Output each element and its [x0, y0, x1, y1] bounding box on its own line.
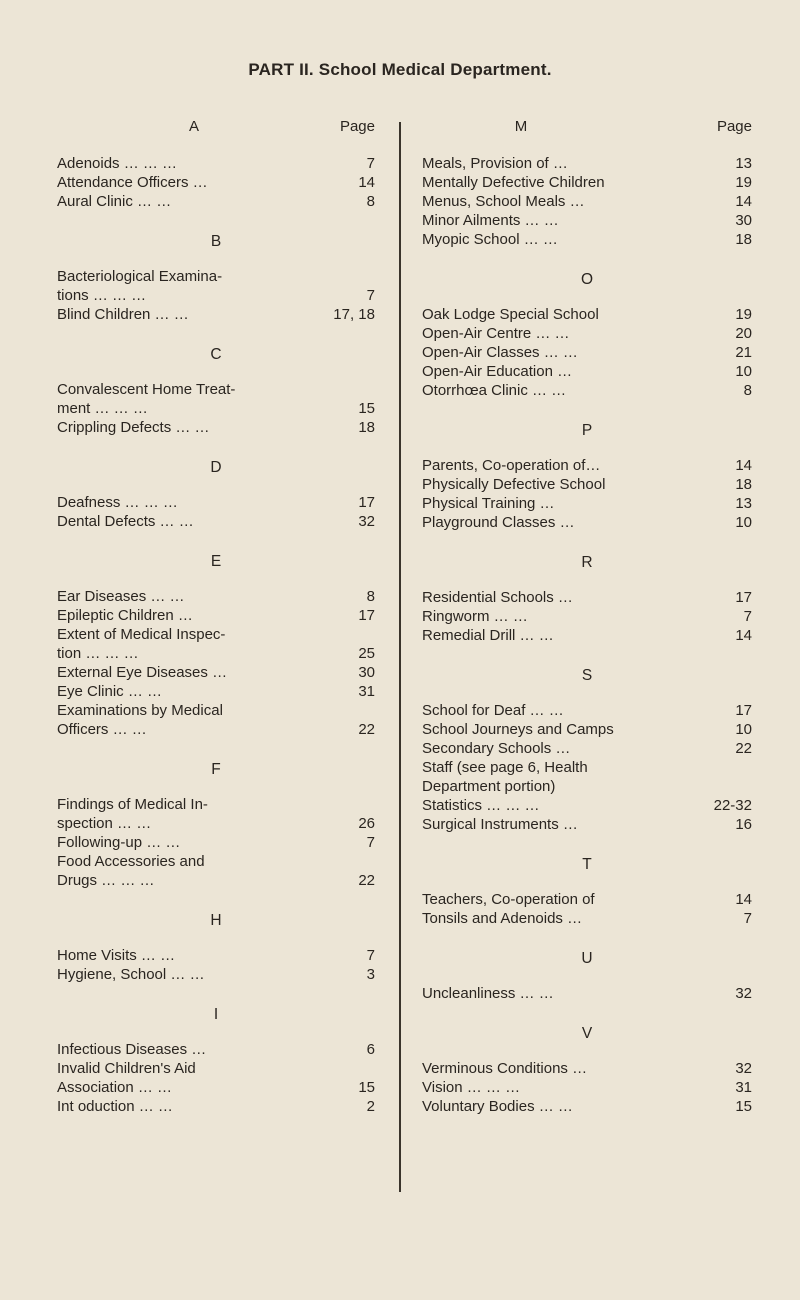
entry-term: Tonsils and Adenoids …: [422, 910, 583, 927]
entry-term: Bacteriological Examina- tions … … …: [57, 268, 223, 304]
index-entry: [422, 211, 752, 230]
entry-term: Verminous Conditions …: [422, 1060, 588, 1077]
index-entry: [57, 682, 375, 701]
entry-term: Physical Training …: [422, 495, 555, 512]
right-column: [422, 118, 752, 1116]
index-entry: [422, 739, 752, 758]
entry-term: School for Deaf … …: [422, 702, 564, 719]
index-entry: [422, 343, 752, 362]
index-entry: [422, 720, 752, 739]
index-entry: [57, 154, 375, 173]
entry-term: Infectious Diseases …: [57, 1041, 207, 1058]
entry-page: 30: [358, 664, 375, 681]
index-entry: [57, 587, 375, 606]
index-entry: [422, 362, 752, 381]
index-entry: [57, 965, 375, 984]
entry-term: External Eye Diseases …: [57, 664, 228, 681]
entry-page: 14: [358, 174, 375, 191]
index-group: [57, 346, 375, 437]
entry-page: 7: [366, 155, 375, 172]
entry-page: 15: [735, 1098, 752, 1115]
entry-term: Invalid Children's Aid Association … …: [57, 1060, 196, 1096]
entry-term: Otorrhœa Clinic … …: [422, 382, 567, 399]
entry-term: Parents, Co-operation of…: [422, 457, 601, 474]
index-group: [422, 856, 752, 928]
index-entry: [57, 1040, 375, 1059]
index-entry: [422, 324, 752, 343]
index-entry: [57, 267, 375, 305]
entry-page: 8: [366, 193, 375, 210]
index-entry: [57, 852, 375, 890]
entry-page: 13: [735, 155, 752, 172]
entry-term: Aural Clinic … …: [57, 193, 172, 210]
entry-page: 32: [735, 1060, 752, 1077]
entry-page: 14: [735, 627, 752, 644]
entry-page: 25: [358, 645, 375, 662]
entry-page: 14: [735, 891, 752, 908]
index-group: [57, 459, 375, 531]
entry-page: 18: [735, 476, 752, 493]
entry-page: 22: [735, 740, 752, 757]
section-letter: D: [210, 459, 222, 476]
index-entry: [57, 192, 375, 211]
entry-term: Hygiene, School … …: [57, 966, 205, 983]
entry-term: Surgical Instruments …: [422, 816, 578, 833]
index-group: [57, 154, 375, 211]
index-group: [422, 667, 752, 834]
entry-term: Statistics … … …: [422, 797, 540, 814]
entry-term: Attendance Officers …: [57, 174, 208, 191]
entry-page: 10: [735, 514, 752, 531]
index-group: [422, 422, 752, 532]
index-groups: [422, 154, 752, 1116]
entry-page: 32: [358, 513, 375, 530]
entry-term: Physically Defective School: [422, 476, 606, 493]
section-letter: V: [581, 1025, 593, 1042]
entry-term: Uncleanliness … …: [422, 985, 554, 1002]
index-entry: [422, 381, 752, 400]
entry-term: Adenoids … … …: [57, 155, 178, 172]
section-letter: R: [581, 554, 593, 571]
entry-page: 22: [358, 872, 375, 889]
entry-term: Open-Air Education …: [422, 363, 573, 380]
entry-term: Home Visits … …: [57, 947, 176, 964]
section-letter: P: [581, 422, 593, 439]
entry-term: Convalescent Home Treat- ment … … …: [57, 381, 236, 417]
left-column-header: [57, 118, 375, 142]
entry-page: 17, 18: [333, 306, 375, 323]
entry-page: 16: [735, 816, 752, 833]
index-entry: [422, 626, 752, 645]
entry-term: Ear Diseases … …: [57, 588, 185, 605]
entry-page: 20: [735, 325, 752, 342]
index-entry: [422, 494, 752, 513]
index-group: [57, 912, 375, 984]
index-entry: [57, 946, 375, 965]
index-entry: [422, 230, 752, 249]
index-entry: [422, 909, 752, 928]
index-entry: [57, 701, 375, 739]
entry-term: Open-Air Centre … …: [422, 325, 570, 342]
index-groups: [57, 154, 375, 1116]
entry-page: 19: [735, 174, 752, 191]
index-entry: [57, 418, 375, 437]
index-entry: [57, 625, 375, 663]
section-letter: I: [213, 1006, 219, 1023]
section-letter: F: [211, 761, 221, 778]
section-letter: C: [210, 346, 222, 363]
entry-term: School Journeys and Camps: [422, 721, 614, 738]
index-entry: [422, 588, 752, 607]
entry-term: Myopic School … …: [422, 231, 558, 248]
entry-term: Residential Schools …: [422, 589, 573, 606]
index-entry: [422, 984, 752, 1003]
entry-term: Minor Ailments … …: [422, 212, 559, 229]
entry-term: Playground Classes …: [422, 514, 575, 531]
index-entry: [422, 173, 752, 192]
section-letter: A: [188, 118, 199, 135]
index-group: [57, 233, 375, 324]
entry-term: Dental Defects … …: [57, 513, 194, 530]
index-entry: [57, 1097, 375, 1116]
index-entry: [422, 192, 752, 211]
section-letter: U: [581, 950, 593, 967]
index-entry: [422, 1078, 752, 1097]
index-entry: [422, 701, 752, 720]
entry-term: Examinations by Medical Officers … …: [57, 702, 223, 738]
column-divider: [399, 122, 401, 1192]
entry-term: Open-Air Classes … …: [422, 344, 578, 361]
index-entry: [57, 795, 375, 833]
entry-page: 2: [366, 1098, 375, 1115]
entry-page: 15: [358, 400, 375, 417]
entry-page: 8: [743, 382, 752, 399]
entry-term: Blind Children … …: [57, 306, 189, 323]
index-entry: [422, 1097, 752, 1116]
index-group: [422, 554, 752, 645]
entry-term: Vision … … …: [422, 1079, 521, 1096]
index-entry: [57, 833, 375, 852]
entry-page: 7: [743, 910, 752, 927]
entry-page: 14: [735, 457, 752, 474]
page-column-label: Page: [339, 118, 375, 135]
entry-term: Extent of Medical Inspec- tion … … …: [57, 626, 226, 662]
right-column-header: [422, 118, 752, 142]
section-letter: O: [580, 271, 594, 288]
entry-page: 17: [735, 589, 752, 606]
index-entry: [57, 512, 375, 531]
entry-page: 15: [358, 1079, 375, 1096]
index-entry: [422, 154, 752, 173]
entry-page: 31: [735, 1079, 752, 1096]
entry-page: 17: [735, 702, 752, 719]
index-group: [422, 154, 752, 249]
index-entry: [57, 606, 375, 625]
section-letter: S: [581, 667, 593, 684]
entry-page: 6: [366, 1041, 375, 1058]
index-entry: [422, 607, 752, 626]
index-group: [57, 761, 375, 890]
index-entry: [57, 173, 375, 192]
index-entry: [422, 758, 752, 796]
entry-page: 7: [366, 287, 375, 304]
entry-term: Remedial Drill … …: [422, 627, 554, 644]
entry-page: 7: [366, 947, 375, 964]
entry-term: Oak Lodge Special School: [422, 306, 599, 323]
index-group: [57, 553, 375, 739]
index-entry: [57, 493, 375, 512]
entry-term: Findings of Medical In- spection … …: [57, 796, 208, 832]
index-entry: [422, 513, 752, 532]
entry-page: 19: [735, 306, 752, 323]
entry-page: 7: [366, 834, 375, 851]
index-entry: [422, 796, 752, 815]
entry-page: 18: [358, 419, 375, 436]
entry-term: Food Accessories and Drugs … … …: [57, 853, 205, 889]
page-title: PART II. School Medical Department.: [248, 60, 552, 79]
entry-page: 8: [366, 588, 375, 605]
page-column-label: Page: [716, 118, 752, 135]
index-entry: [422, 890, 752, 909]
index-entry: [57, 305, 375, 324]
section-letter: E: [210, 553, 222, 570]
entry-term: Teachers, Co-operation of: [422, 891, 595, 908]
entry-page: 10: [735, 721, 752, 738]
index-entry: [422, 475, 752, 494]
section-letter: T: [582, 856, 592, 873]
entry-term: Mentally Defective Children: [422, 174, 605, 191]
entry-term: Crippling Defects … …: [57, 419, 210, 436]
entry-term: Menus, School Meals …: [422, 193, 585, 210]
entry-page: 31: [358, 683, 375, 700]
entry-page: 21: [735, 344, 752, 361]
entry-page: 26: [358, 815, 375, 832]
index-entry: [57, 380, 375, 418]
index-entry: [57, 1059, 375, 1097]
entry-term: Staff (see page 6, Health Department portion): [422, 759, 588, 795]
entry-term: Following-up … …: [57, 834, 181, 851]
section-letter: H: [210, 912, 222, 929]
entry-page: 10: [735, 363, 752, 380]
index-entry: [422, 456, 752, 475]
entry-page: 22: [358, 721, 375, 738]
entry-term: Voluntary Bodies … …: [422, 1098, 573, 1115]
index-group: [57, 1006, 375, 1116]
index-group: [422, 271, 752, 400]
entry-page: 3: [366, 966, 375, 983]
entry-term: Meals, Provision of …: [422, 155, 568, 172]
entry-page: 30: [735, 212, 752, 229]
entry-term: Int oduction … …: [57, 1098, 173, 1115]
index-group: [422, 950, 752, 1003]
entry-term: Eye Clinic … …: [57, 683, 163, 700]
entry-page: 14: [735, 193, 752, 210]
entry-term: Deafness … … …: [57, 494, 178, 511]
index-entry: [422, 815, 752, 834]
entry-page: 22-32: [713, 797, 752, 814]
entry-term: Epileptic Children …: [57, 607, 193, 624]
index-entry: [422, 1059, 752, 1078]
index-entry: [57, 663, 375, 682]
entry-page: 13: [735, 495, 752, 512]
section-letter: B: [210, 233, 222, 250]
entry-term: Ringworm … …: [422, 608, 528, 625]
section-letter: M: [514, 118, 528, 135]
entry-term: Secondary Schools …: [422, 740, 571, 757]
entry-page: 7: [743, 608, 752, 625]
index-entry: [422, 305, 752, 324]
entry-page: 18: [735, 231, 752, 248]
entry-page: 32: [735, 985, 752, 1002]
entry-page: 17: [358, 494, 375, 511]
left-column: [57, 118, 375, 1116]
entry-page: 17: [358, 607, 375, 624]
index-group: [422, 1025, 752, 1116]
